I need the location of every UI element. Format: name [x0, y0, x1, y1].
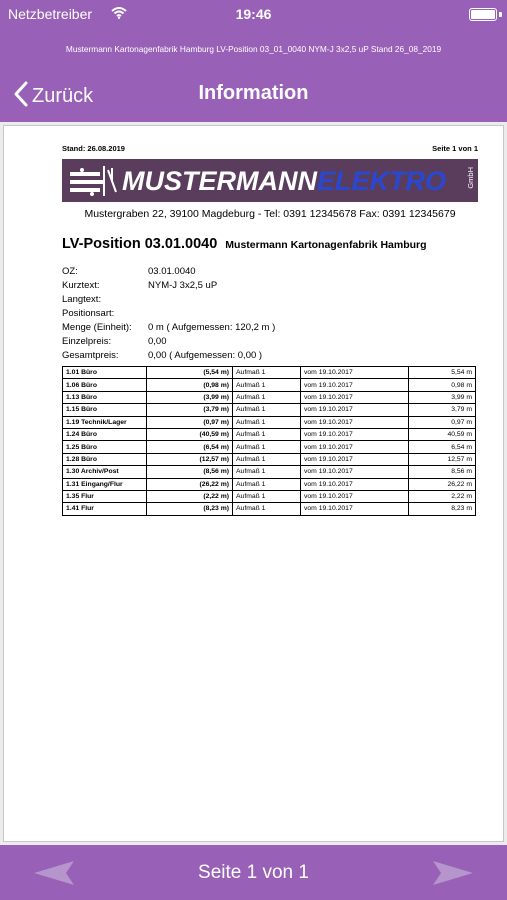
table-row — [63, 367, 476, 379]
navigation-bar — [0, 74, 507, 118]
back-label: Zurück — [32, 84, 94, 107]
page-indicator: Seite 1 von 1 — [198, 862, 309, 883]
room-cell: 1.28 Büro — [63, 453, 147, 465]
type-cell: Aufmaß 1 — [233, 503, 301, 515]
type-cell: Aufmaß 1 — [233, 416, 301, 428]
amount-cell: (40,59 m) — [147, 428, 233, 440]
amount-cell: (2,22 m) — [147, 490, 233, 502]
field-value: 0 m ( Aufgemessen: 120,2 m ) — [148, 321, 276, 333]
field-menge — [62, 320, 478, 334]
date-cell: vom 19.10.2017 — [301, 379, 409, 391]
date-cell: vom 19.10.2017 — [301, 416, 409, 428]
amount-cell: (26,22 m) — [147, 478, 233, 490]
page-number: Seite 1 von 1 — [432, 144, 478, 153]
field-label: OZ: — [62, 265, 78, 277]
footer-toolbar — [0, 845, 507, 900]
amount-cell: (12,57 m) — [147, 453, 233, 465]
company-logo — [62, 159, 478, 202]
room-cell: 1.41 Flur — [63, 503, 147, 515]
clock: 19:46 — [235, 6, 272, 22]
logo-wordmark — [122, 166, 446, 197]
document-viewer[interactable] — [0, 122, 507, 845]
type-cell: Aufmaß 1 — [233, 453, 301, 465]
total-cell: 2,22 m — [409, 490, 476, 502]
company-address: Mustergraben 22, 39100 Magdeburg - Tel: 0391 12345678 Fax: 0391 12345679 — [84, 208, 456, 220]
table-row — [63, 404, 476, 416]
table-row — [63, 453, 476, 465]
nav-title: Information — [198, 82, 309, 104]
type-cell: Aufmaß 1 — [233, 391, 301, 403]
table-row — [63, 503, 476, 515]
position-fields — [62, 264, 478, 362]
amount-cell: (8,56 m) — [147, 466, 233, 478]
type-cell: Aufmaß 1 — [233, 404, 301, 416]
logo-gmbh: GmbH — [466, 167, 475, 189]
field-langtext — [62, 292, 478, 306]
status-bar — [0, 0, 507, 30]
date-cell: vom 19.10.2017 — [301, 478, 409, 490]
measurement-table — [62, 366, 476, 516]
amount-cell: (3,79 m) — [147, 404, 233, 416]
table-row — [63, 478, 476, 490]
document-path: Mustermann Kartonagenfabrik Hamburg LV-Position 03_01_0040 NYM-J 3x2,5 uP Stand 26_08_2019 — [65, 44, 442, 54]
total-cell: 8,23 m — [409, 503, 476, 515]
type-cell: Aufmaß 1 — [233, 466, 301, 478]
date-cell: vom 19.10.2017 — [301, 404, 409, 416]
field-value: 0,00 ( Aufgemessen: 0,00 ) — [148, 349, 263, 361]
type-cell: Aufmaß 1 — [233, 428, 301, 440]
room-cell: 1.06 Büro — [63, 379, 147, 391]
total-cell: 8,56 m — [409, 466, 476, 478]
amount-cell: (0,97 m) — [147, 416, 233, 428]
table-row — [63, 416, 476, 428]
arrow-right-icon[interactable] — [431, 859, 475, 892]
field-positionsart — [62, 306, 478, 320]
total-cell: 5,54 m — [409, 367, 476, 379]
total-cell: 3,99 m — [409, 391, 476, 403]
battery-icon — [469, 8, 497, 21]
date-cell: vom 19.10.2017 — [301, 391, 409, 403]
total-cell: 6,54 m — [409, 441, 476, 453]
customer-name: Mustermann Kartonagenfabrik Hamburg — [225, 239, 427, 251]
field-einzelpreis — [62, 334, 478, 348]
field-label: Gesamtpreis: — [62, 349, 119, 361]
field-label: Langtext: — [62, 293, 102, 305]
date-cell: vom 19.10.2017 — [301, 428, 409, 440]
field-label: Kurztext: — [62, 279, 100, 291]
type-cell: Aufmaß 1 — [233, 478, 301, 490]
date-cell: vom 19.10.2017 — [301, 466, 409, 478]
total-cell: 40,59 m — [409, 428, 476, 440]
field-value: NYM-J 3x2,5 uP — [148, 279, 218, 291]
total-cell: 0,98 m — [409, 379, 476, 391]
field-kurztext — [62, 278, 478, 292]
room-cell: 1.13 Büro — [63, 391, 147, 403]
amount-cell: (6,54 m) — [147, 441, 233, 453]
date-cell: vom 19.10.2017 — [301, 367, 409, 379]
logo-mark-icon — [68, 164, 118, 203]
room-cell: 1.30 Archiv/Post — [63, 466, 147, 478]
lv-position-title: LV-Position 03.01.0040 — [62, 236, 218, 252]
room-cell: 1.24 Büro — [63, 428, 147, 440]
room-cell: 1.31 Eingang/Flur — [63, 478, 147, 490]
table-row — [63, 428, 476, 440]
field-label: Menge (Einheit): — [62, 321, 132, 333]
field-label: Einzelpreis: — [62, 335, 112, 347]
total-cell: 12,57 m — [409, 453, 476, 465]
table-row — [63, 466, 476, 478]
amount-cell: (3,99 m) — [147, 391, 233, 403]
table-row — [63, 391, 476, 403]
date-cell: vom 19.10.2017 — [301, 441, 409, 453]
amount-cell: (8,23 m) — [147, 503, 233, 515]
total-cell: 26,22 m — [409, 478, 476, 490]
amount-cell: (5,54 m) — [147, 367, 233, 379]
field-value: 0,00 — [148, 335, 167, 347]
field-label: Positionsart: — [62, 307, 115, 319]
document-content — [62, 144, 478, 516]
document-top-line — [62, 144, 478, 153]
table-row — [63, 441, 476, 453]
room-cell: 1.25 Büro — [63, 441, 147, 453]
total-cell: 0,97 m — [409, 416, 476, 428]
logo-word-elektro: ELEKTRO — [317, 166, 447, 196]
logo-word-mustermann: MUSTERMANN — [122, 166, 317, 196]
field-value: 03.01.0040 — [148, 265, 196, 277]
table-row — [63, 490, 476, 502]
type-cell: Aufmaß 1 — [233, 379, 301, 391]
lv-heading — [62, 236, 478, 252]
field-gesamtpreis — [62, 348, 478, 362]
total-cell: 3,79 m — [409, 404, 476, 416]
carrier-label: Netzbetreiber — [8, 6, 93, 22]
room-cell: 1.15 Büro — [63, 404, 147, 416]
date-cell: vom 19.10.2017 — [301, 490, 409, 502]
room-cell: 1.35 Flur — [63, 490, 147, 502]
measurement-table-body — [63, 367, 476, 516]
room-cell: 1.19 Technik/Lager — [63, 416, 147, 428]
date-cell: vom 19.10.2017 — [301, 453, 409, 465]
type-cell: Aufmaß 1 — [233, 490, 301, 502]
type-cell: Aufmaß 1 — [233, 367, 301, 379]
document-page — [3, 125, 504, 842]
room-cell: 1.01 Büro — [63, 367, 147, 379]
type-cell: Aufmaß 1 — [233, 441, 301, 453]
date-cell: vom 19.10.2017 — [301, 503, 409, 515]
amount-cell: (0,98 m) — [147, 379, 233, 391]
field-oz — [62, 264, 478, 278]
stand-date: Stand: 26.08.2019 — [62, 144, 125, 153]
header — [0, 0, 507, 122]
battery-tip — [499, 12, 502, 17]
table-row — [63, 379, 476, 391]
